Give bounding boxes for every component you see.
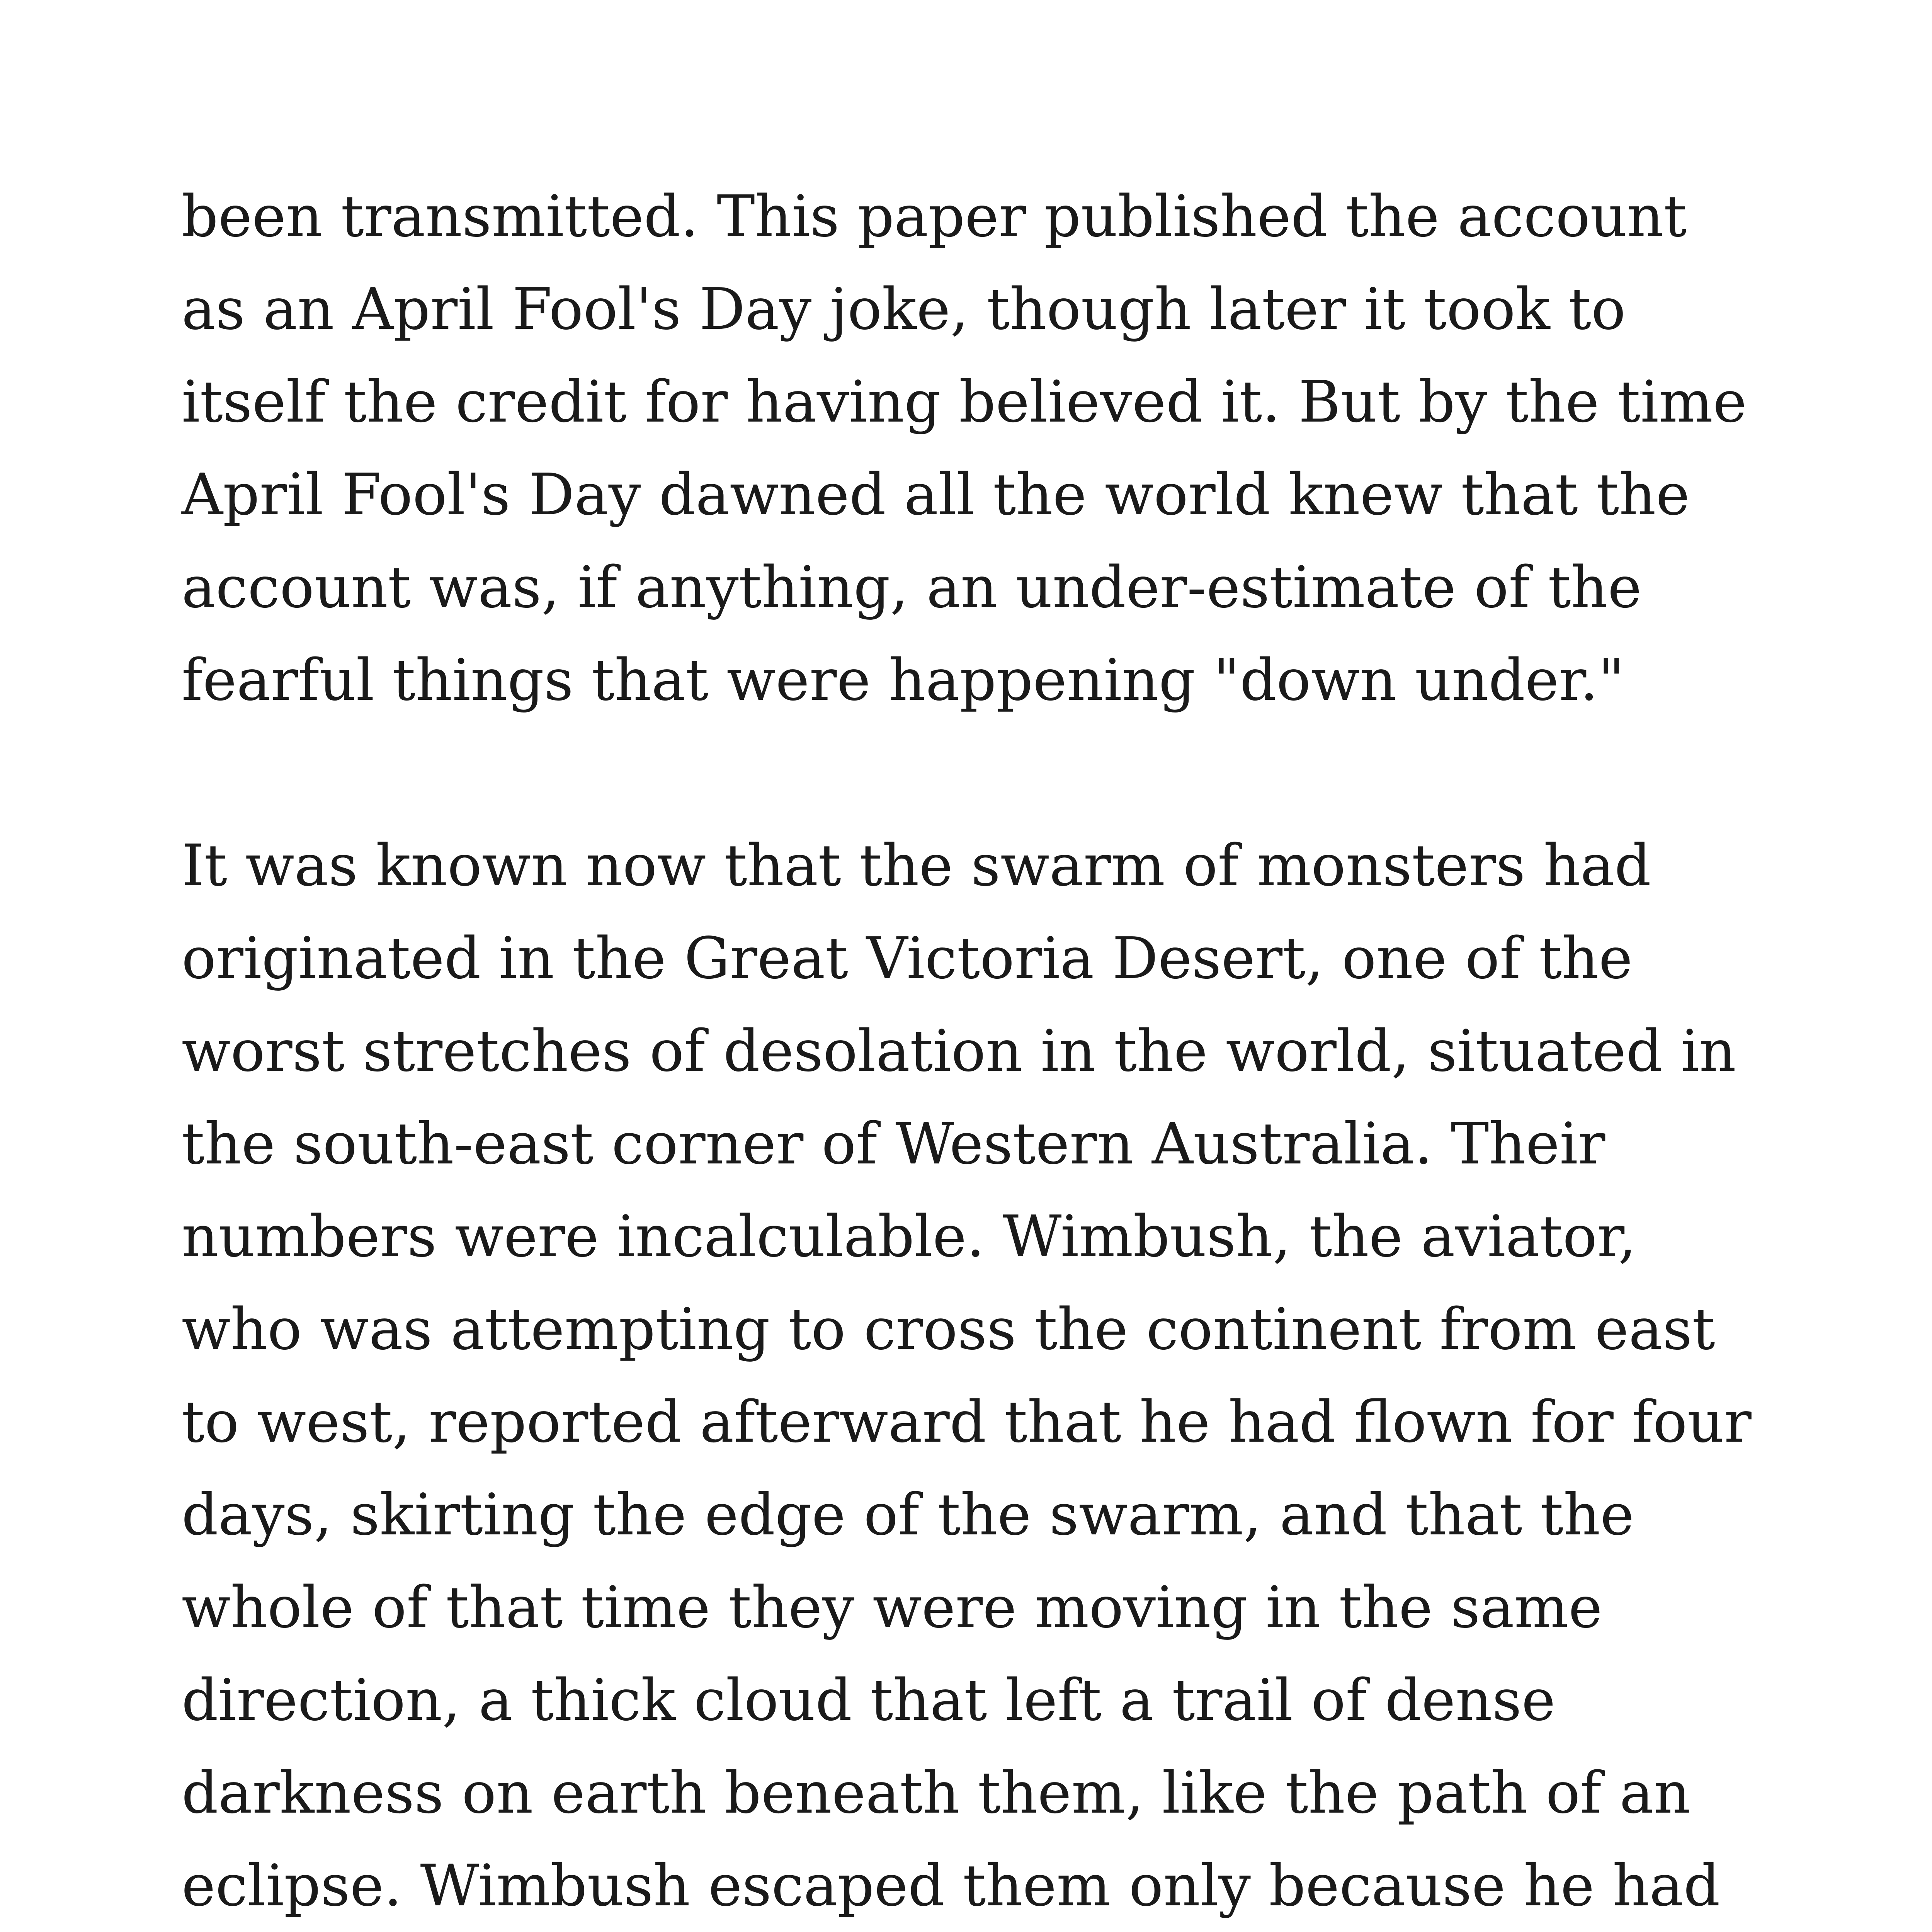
- text-line: account was, if anything, an under-estimate of the: [182, 554, 1642, 621]
- text-line: originated in the Great Victoria Desert, one of the: [182, 925, 1633, 992]
- text-line: been transmitted. This paper published the account: [182, 183, 1687, 250]
- text-line: direction, a thick cloud that left a trail of dense: [182, 1667, 1556, 1733]
- text-line: It was known now that the swarm of monsters had: [182, 832, 1651, 899]
- paragraph-2: [182, 819, 1820, 1932]
- text-line: as an April Fool's Day joke, though later it took to: [182, 276, 1626, 342]
- text-line: darkness on earth beneath them, like the path of an: [182, 1760, 1690, 1826]
- text-line: worst stretches of desolation in the world, situated in: [182, 1018, 1736, 1084]
- text-line: to west, reported afterward that he had flown for four: [182, 1389, 1752, 1455]
- paragraph-1: [182, 170, 1820, 726]
- text-line: eclipse. Wimbush escaped them only because he had: [182, 1852, 1720, 1919]
- text-line: whole of that time they were moving in the same: [182, 1574, 1602, 1641]
- text-line: days, skirting the edge of the swarm, and that the: [182, 1481, 1634, 1548]
- text-line: who was attempting to cross the continent from east: [182, 1296, 1715, 1362]
- text-line: fearful things that were happening "down under.": [182, 647, 1625, 713]
- text-line: itself the credit for having believed it. But by the time: [182, 369, 1747, 435]
- text-line: April Fool's Day dawned all the world knew that the: [182, 461, 1690, 528]
- body-text: [182, 170, 1820, 1932]
- text-line: the south-east corner of Western Australia. Their: [182, 1111, 1605, 1177]
- text-line: numbers were incalculable. Wimbush, the aviator,: [182, 1203, 1636, 1270]
